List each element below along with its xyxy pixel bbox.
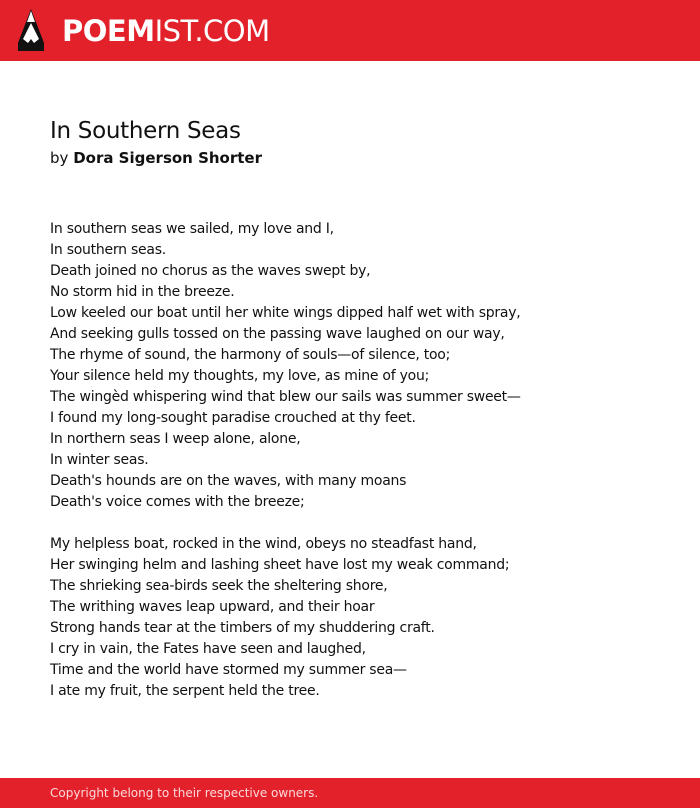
poem-line: The writhing waves leap upward, and their hoar: [50, 599, 375, 615]
site-header: [0, 0, 700, 61]
poem-line: Time and the world have stormed my summer sea—: [50, 662, 407, 678]
logo-bold-text: POEM: [62, 14, 155, 48]
poem-line: Death's hounds are on the waves, with many moans: [50, 473, 407, 489]
poem-line: The shrieking sea-birds seek the sheltering shore,: [50, 578, 388, 594]
stanza-2: [50, 534, 650, 702]
site-footer: [0, 778, 700, 808]
poem-body: [50, 219, 650, 702]
author-name: Dora Sigerson Shorter: [73, 149, 262, 167]
byline: [50, 147, 650, 169]
poem-line: In winter seas.: [50, 452, 149, 468]
by-label: by: [50, 149, 69, 167]
pencil-tip-icon: [18, 9, 44, 51]
stanza-break: [50, 513, 650, 534]
poem-line: The wingèd whispering wind that blew our sails was summer sweet—: [50, 389, 521, 405]
poem-line: Death's voice comes with the breeze;: [50, 494, 305, 510]
poem-line: I ate my fruit, the serpent held the tree.: [50, 683, 320, 699]
poem-line: In southern seas.: [50, 242, 166, 258]
poem-line: In southern seas we sailed, my love and I,: [50, 221, 334, 237]
poem-line: No storm hid in the breeze.: [50, 284, 235, 300]
poem-content: [50, 116, 650, 702]
poem-line: I cry in vain, the Fates have seen and laughed,: [50, 641, 366, 657]
copyright-notice: Copyright belong to their respective owners.: [50, 786, 319, 800]
site-logo-text: [62, 13, 270, 49]
poem-title: In Southern Seas: [50, 118, 241, 144]
poem-line: Death joined no chorus as the waves swept by,: [50, 263, 371, 279]
stanza-1: [50, 219, 650, 513]
poem-line: Strong hands tear at the timbers of my shuddering craft.: [50, 620, 435, 636]
poem-line: I found my long-sought paradise crouched at thy feet.: [50, 410, 416, 426]
poem-line: My helpless boat, rocked in the wind, obeys no steadfast hand,: [50, 536, 477, 552]
poem-line: In northern seas I weep alone, alone,: [50, 431, 301, 447]
poem-line: And seeking gulls tossed on the passing wave laughed on our way,: [50, 326, 505, 342]
poem-line: Your silence held my thoughts, my love, as mine of you;: [50, 368, 430, 384]
poem-line: Low keeled our boat until her white wings dipped half wet with spray,: [50, 305, 521, 321]
poem-line: The rhyme of sound, the harmony of souls—of silence, too;: [50, 347, 451, 363]
logo-light-text: IST.COM: [154, 14, 270, 48]
poem-line: Her swinging helm and lashing sheet have lost my weak command;: [50, 557, 510, 573]
